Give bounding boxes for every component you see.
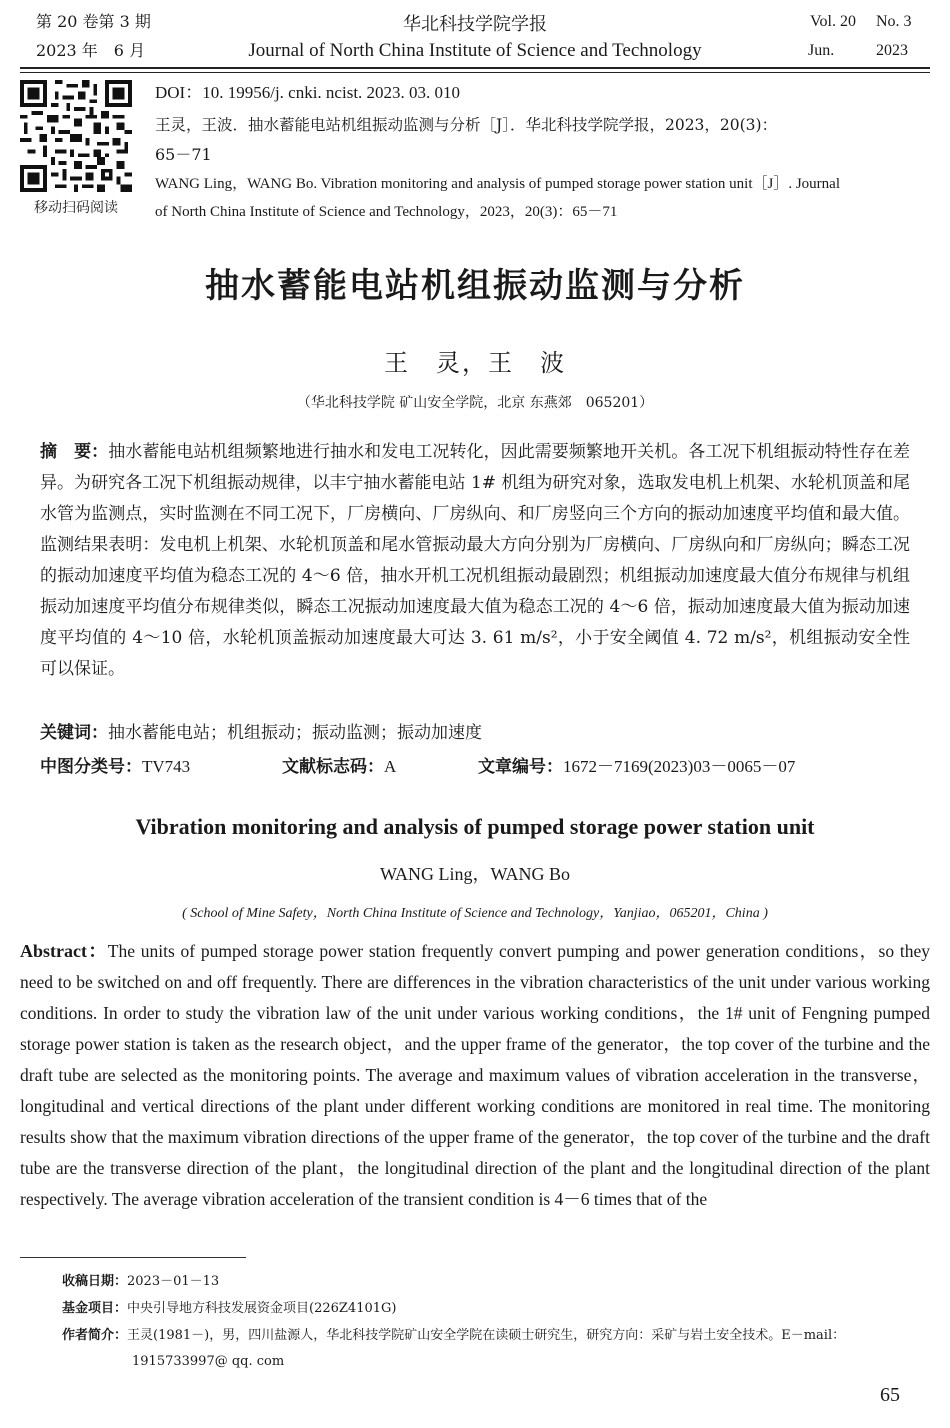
header-rule-thick [20, 67, 930, 69]
keywords-cn [40, 718, 910, 749]
article-no-value: 1672－7169(2023)03－0065－07 [563, 757, 796, 776]
abstract-cn-text: 抽水蓄能电站机组频繁地进行抽水和发电工况转化，因此需要频繁地开关机。各工况下机组振动特性存在差异。为研究各工况下机组振动规律，以丰宁抽水蓄能电站 1# 机组为研究对象，选取发电机上机架、水轮机顶盖和尾水管为监测点，实时监测在不同工况下，厂房横向、厂房纵向、和厂房竖向三个方向的振动加速度平均值和最大值。监测结果表明：发电机上机架、水轮机顶盖和尾水管振动最大方向分别为厂房横向、厂房纵向和厂房纵向；瞬态工况的振动加速度平均值为稳态工况的 4～6 倍，抽水开机工况机组振动最剧烈；机组振动加速度最大值分布规律与机组振动加速度平均值分布规律类似，瞬态工况振动加速度最大值为稳态工况的 4～6 倍，振动加速度最大值为振动加速度平均值的 4～10 倍，水轮机顶盖振动加速度最大可达 3. 61 m/s²，小于安全阈值 4. 72 m/s²，机组振动安全性可以保证。 [40, 442, 911, 679]
citation-en-line2: of North China Institute of Science and Technology，2023，20(3)：65－71 [155, 204, 618, 220]
footnote-rule [20, 1257, 246, 1258]
keywords-text: 抽水蓄能电站；机组振动；振动监测；振动加速度 [108, 723, 482, 743]
abstract-en-label: Abstract： [20, 941, 108, 961]
authors-cn: 王 灵，王 波 [384, 349, 566, 377]
abstract-cn [40, 437, 910, 685]
author-value-line1: 王灵(1981－)，男，四川盐源人，华北科技学院矿山安全学院在读硕士研究生，研究方向：采矿与岩土安全技术。E－mail： [127, 1328, 846, 1343]
received-label: 收稿日期： [62, 1274, 128, 1289]
header-vol-en: Vol. 20 [810, 13, 856, 30]
clc-value: TV743 [142, 757, 191, 776]
article-title-en: Vibration monitoring and analysis of pumped storage power station unit [135, 814, 815, 839]
abstract-en [20, 936, 930, 1215]
citation-cn-line1: 王灵，王波．抽水蓄能电站机组振动监测与分析［J］．华北科技学院学报，2023，20(3)： [155, 116, 778, 134]
header-no-en: No. 3 [876, 13, 912, 30]
affiliation-en: ( School of Mine Safety，North China Institute of Science and Technology，Yanjiao，065201，China ) [182, 906, 768, 921]
header-year-en: 2023 [876, 42, 908, 59]
header-journal-cn: 华北科技学院学报 [403, 14, 547, 35]
header-journal-en: Journal of North China Institute of Science and Technology [248, 40, 702, 61]
authors-en: WANG Ling，WANG Bo [380, 864, 570, 884]
fund-value: 中央引导地方科技发展资金项目(226Z4101G) [127, 1301, 397, 1316]
author-email[interactable]: 1915733997@ qq. com [132, 1354, 285, 1369]
header-date-cn: 2023 年 6 月 [36, 41, 146, 60]
author-label: 作者简介： [62, 1328, 128, 1343]
header-rule-thin [20, 72, 930, 73]
doi-text[interactable]: DOI：10. 19956/j. cnki. ncist. 2023. 03. 010 [155, 83, 461, 102]
abstract-cn-label: 摘 要： [40, 442, 109, 462]
doc-code-value: A [384, 757, 397, 776]
clc-label: 中图分类号： [40, 757, 142, 777]
header-month-en: Jun. [808, 42, 835, 59]
page-number: 65 [880, 1384, 900, 1406]
footnote-fund [62, 1297, 930, 1321]
affiliation-cn: （华北科技学院 矿山安全学院，北京 东燕郊 065201） [296, 395, 654, 411]
keywords-label: 关键词： [40, 723, 108, 743]
header-vol-issue-cn: 第 20 卷第 3 期 [36, 12, 151, 31]
qr-code-icon[interactable] [20, 80, 132, 192]
received-value: 2023－01－13 [127, 1274, 220, 1289]
article-title-cn: 抽水蓄能电站机组振动监测与分析 [205, 266, 745, 306]
fund-label: 基金项目： [62, 1301, 128, 1316]
article-no-line [478, 751, 795, 783]
doc-code-line [282, 751, 396, 783]
article-no-label: 文章编号： [478, 757, 563, 777]
footnote-author [62, 1324, 930, 1348]
citation-en-line1: WANG Ling，WANG Bo. Vibration monitoring and analysis of pumped storage power station unit［J］. Journal [155, 176, 840, 192]
qr-caption: 移动扫码阅读 [34, 200, 118, 216]
citation-cn-line2: 65－71 [155, 145, 212, 164]
doc-code-label: 文献标志码： [282, 757, 384, 777]
clc-line [40, 751, 190, 783]
footnote-received [62, 1270, 930, 1294]
abstract-en-text: The units of pumped storage power station frequently convert pumping and power generation conditions，so they need to be switched on and off frequently. There are differences in the vibration characteristics of the unit under various working conditions. In order to study the vibration law of the unit under various working conditions，the 1# unit of Fengning pumped storage power station is taken as the research object，and the upper frame of the generator，the top cover of the turbine and the draft tube are selected as the monitoring points. The average and maximum values of vibration acceleration in the transverse，longitudinal and vertical directions of the plant under different working conditions are monitored in real time. The monitoring results show that the maximum vibration directions of the upper frame of the generator，the top cover of the turbine and the draft tube are the transverse direction of the plant，the longitudinal direction of the plant and the longitudinal direction of the plant respectively. The average vibration acceleration of the transient condition is 4－6 times that of the [20, 941, 931, 1209]
